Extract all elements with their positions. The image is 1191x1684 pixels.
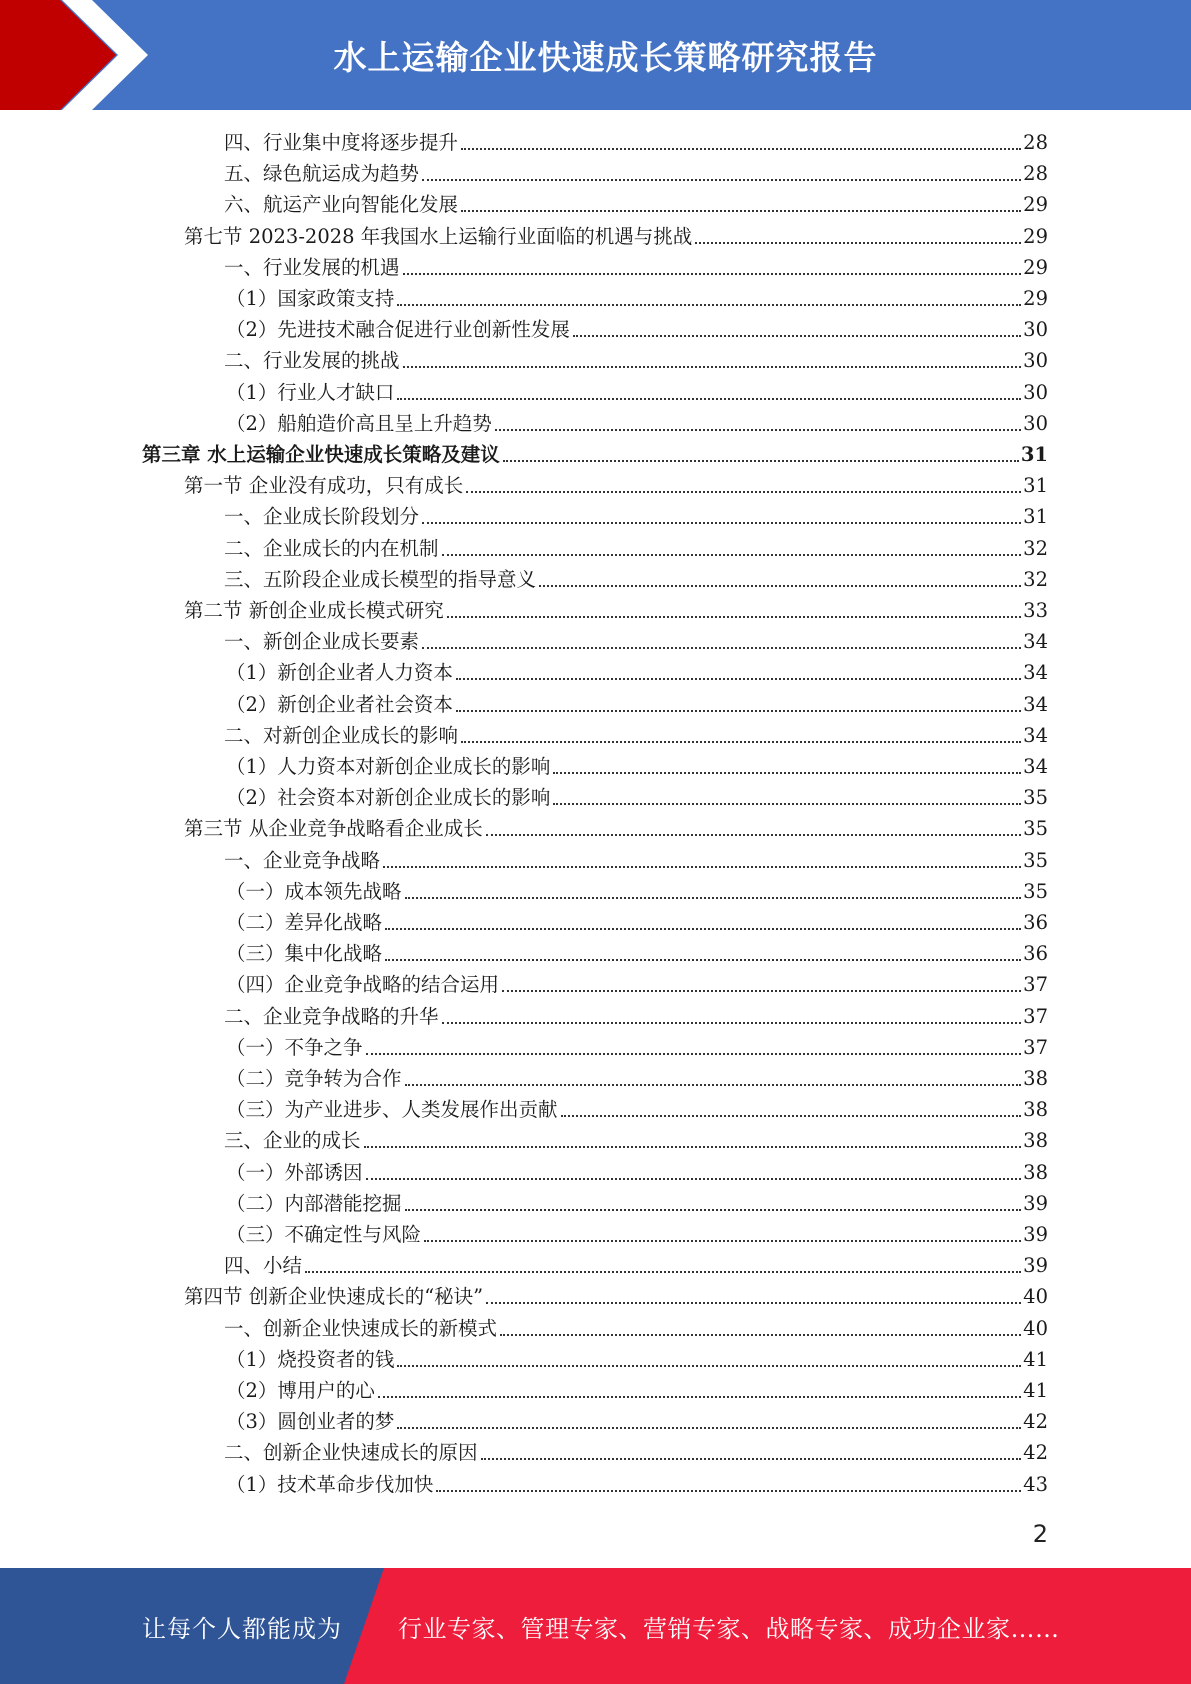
footer-slogan-left: 让每个人都能成为: [142, 1614, 342, 1643]
toc-dot-leader: [366, 1053, 1022, 1055]
toc-section-entry[interactable]: [184, 1281, 1048, 1312]
toc-subsection-entry[interactable]: [226, 1032, 1048, 1063]
toc-entry-title: 一、企业成长阶段划分: [224, 505, 420, 529]
toc-dot-leader: [539, 585, 1021, 587]
toc-entry-title: （2）博用户的心: [226, 1379, 375, 1402]
toc-dot-leader: [447, 616, 1021, 618]
toc-subsection-entry[interactable]: [224, 1313, 1048, 1344]
toc-subsection-entry[interactable]: [224, 252, 1048, 283]
toc-page-number: 31: [1023, 505, 1048, 529]
toc-page-number: 39: [1023, 1191, 1048, 1215]
toc-dot-leader: [405, 1084, 1022, 1086]
toc-page-number: 35: [1023, 786, 1048, 810]
toc-dot-leader: [500, 1334, 1021, 1336]
toc-page-number: 28: [1023, 131, 1048, 154]
toc-section-entry[interactable]: [184, 813, 1048, 844]
toc-dot-leader: [424, 1240, 1021, 1242]
toc-dot-leader: [378, 1396, 1021, 1398]
toc-dot-leader: [364, 1146, 1022, 1148]
toc-dot-leader: [456, 710, 1021, 712]
toc-subsection-entry[interactable]: [224, 1125, 1048, 1156]
toc-subsection-entry[interactable]: [226, 689, 1048, 720]
toc-subsection-entry[interactable]: [224, 720, 1048, 751]
toc-dot-leader: [385, 928, 1021, 930]
toc-page-number: 38: [1023, 1067, 1048, 1090]
toc-subsection-entry[interactable]: [226, 377, 1048, 408]
toc-entry-title: 三、五阶段企业成长模型的指导意义: [224, 567, 537, 591]
toc-page-number: 34: [1023, 755, 1048, 778]
toc-dot-leader: [422, 179, 1021, 181]
toc-entry-title: （三）为产业进步、人类发展作出贡献: [226, 1098, 558, 1122]
toc-dot-leader: [461, 741, 1021, 743]
toc-dot-leader: [456, 678, 1021, 680]
toc-page-number: 39: [1023, 1223, 1048, 1246]
toc-entry-title: （2）先进技术融合促进行业创新性发展: [226, 318, 570, 342]
toc-page-number: 29: [1023, 224, 1048, 248]
toc-page-number: 43: [1023, 1472, 1048, 1496]
toc-subsection-entry[interactable]: [226, 1375, 1048, 1406]
toc-page-number: 37: [1023, 1004, 1048, 1028]
toc-entry-title: 二、行业发展的挑战: [224, 349, 400, 373]
toc-entry-title: （1）国家政策支持: [226, 287, 395, 310]
toc-subsection-entry[interactable]: [226, 876, 1048, 907]
toc-entry-title: （一）不争之争: [226, 1035, 363, 1059]
toc-page-number: 38: [1023, 1098, 1048, 1122]
toc-dot-leader: [397, 1365, 1021, 1367]
report-title: 水上运输企业快速成长策略研究报告: [333, 37, 878, 77]
toc-page-number: 36: [1023, 911, 1048, 934]
toc-subsection-entry[interactable]: [226, 1063, 1048, 1094]
toc-dot-leader: [466, 491, 1021, 493]
toc-page-number: 34: [1023, 661, 1048, 685]
toc-subsection-entry[interactable]: [224, 158, 1048, 189]
toc-entry-title: （3）圆创业者的梦: [226, 1410, 395, 1434]
toc-dot-leader: [461, 210, 1021, 212]
toc-dot-leader: [481, 1458, 1022, 1460]
toc-entry-title: （1）新创企业者人力资本: [226, 661, 453, 685]
toc-page-number: 38: [1023, 1129, 1048, 1153]
toc-entry-title: 二、创新企业快速成长的原因: [224, 1441, 478, 1465]
toc-dot-leader: [397, 398, 1021, 400]
toc-dot-leader: [436, 1490, 1021, 1492]
toc-subsection-entry[interactable]: [226, 938, 1048, 969]
toc-page-number: 30: [1023, 349, 1048, 373]
toc-entry-title: （2）新创企业者社会资本: [226, 692, 453, 716]
toc-page-number: 40: [1023, 1285, 1048, 1309]
toc-subsection-entry[interactable]: [226, 1469, 1048, 1500]
toc-entry-title: 四、小结: [224, 1254, 303, 1278]
toc-dot-leader: [385, 959, 1021, 961]
toc-subsection-entry[interactable]: [224, 1250, 1048, 1281]
toc-dot-leader: [553, 803, 1021, 805]
toc-dot-leader: [397, 304, 1021, 306]
toc-dot-leader: [403, 273, 1022, 275]
toc-entry-title: 第二节 新创企业成长模式研究: [184, 599, 444, 622]
toc-subsection-entry[interactable]: [226, 1094, 1048, 1125]
toc-subsection-entry[interactable]: [226, 283, 1048, 314]
toc-entry-title: （一）成本领先战略: [226, 879, 402, 903]
toc-entry-title: 第一节 企业没有成功，只有成长: [184, 474, 464, 498]
toc-page-number: 32: [1023, 536, 1048, 560]
toc-dot-leader: [573, 335, 1021, 337]
toc-page-number: 41: [1023, 1347, 1048, 1371]
toc-page-number: 30: [1023, 411, 1048, 435]
toc-dot-leader: [486, 834, 1021, 836]
toc-page-number: 35: [1023, 879, 1048, 903]
toc-entry-title: 五、绿色航运成为趋势: [224, 162, 420, 186]
toc-subsection-entry[interactable]: [226, 1219, 1048, 1250]
toc-dot-leader: [553, 772, 1021, 774]
toc-page-number: 31: [1020, 443, 1048, 466]
toc-page-number: 36: [1023, 942, 1048, 966]
toc-dot-leader: [461, 148, 1021, 150]
toc-entry-title: （二）差异化战略: [226, 911, 383, 934]
toc-page-number: 34: [1023, 723, 1048, 747]
toc-page-number: 35: [1023, 817, 1048, 841]
toc-entry-title: 第三章 水上运输企业快速成长策略及建议: [142, 443, 500, 466]
toc-entry-title: （2）社会资本对新创企业成长的影响: [226, 786, 551, 810]
toc-subsection-entry[interactable]: [224, 345, 1048, 376]
toc-entry-title: （1）技术革命步伐加快: [226, 1472, 434, 1496]
toc-entry-title: 三、企业的成长: [224, 1129, 361, 1153]
toc-page-number: 42: [1023, 1441, 1048, 1465]
toc-dot-leader: [422, 647, 1021, 649]
toc-page-number: 42: [1023, 1410, 1048, 1434]
toc-entry-title: （1）人力资本对新创企业成长的影响: [226, 755, 551, 778]
toc-subsection-entry[interactable]: [226, 1157, 1048, 1188]
toc-subsection-entry[interactable]: [226, 1406, 1048, 1437]
page-number: 2: [1032, 1520, 1048, 1548]
toc-dot-leader: [397, 1427, 1021, 1429]
toc-dot-leader: [502, 990, 1021, 992]
toc-dot-leader: [442, 554, 1022, 556]
toc-subsection-entry[interactable]: [224, 845, 1048, 876]
toc-entry-title: 第三节 从企业竞争战略看企业成长: [184, 817, 483, 841]
toc-page-number: 38: [1023, 1160, 1048, 1184]
report-footer: [0, 1568, 1191, 1684]
toc-subsection-entry[interactable]: [226, 314, 1048, 345]
toc-page-number: 29: [1023, 287, 1048, 310]
toc-subsection-entry[interactable]: [226, 751, 1048, 782]
toc-page-number: 37: [1023, 973, 1048, 997]
toc-subsection-entry[interactable]: [226, 408, 1048, 439]
toc-entry-title: 一、新创企业成长要素: [224, 630, 420, 654]
toc-entry-title: （1）行业人才缺口: [226, 380, 395, 404]
toc-dot-leader: [695, 242, 1021, 244]
toc-subsection-entry[interactable]: [226, 782, 1048, 813]
toc-entry-title: （一）外部诱因: [226, 1160, 363, 1184]
toc-page-number: 31: [1023, 474, 1048, 498]
toc-subsection-entry[interactable]: [224, 533, 1048, 564]
toc-section-entry[interactable]: [184, 595, 1048, 626]
toc-page-number: 33: [1023, 599, 1048, 622]
toc-entry-title: 第七节 2023-2028 年我国水上运输行业面临的机遇与挑战: [184, 224, 693, 248]
toc-subsection-entry[interactable]: [224, 1001, 1048, 1032]
toc-dot-leader: [422, 522, 1021, 524]
toc-subsection-entry[interactable]: [226, 1188, 1048, 1219]
toc-section-entry[interactable]: [184, 470, 1048, 501]
toc-page-number: 28: [1023, 162, 1048, 186]
toc-dot-leader: [561, 1115, 1022, 1117]
toc-subsection-entry[interactable]: [226, 1344, 1048, 1375]
toc-page-number: 35: [1023, 848, 1048, 872]
toc-entry-title: 二、对新创企业成长的影响: [224, 723, 459, 747]
toc-entry-title: （二）内部潜能挖掘: [226, 1191, 402, 1215]
toc-subsection-entry[interactable]: [224, 1437, 1048, 1468]
toc-chapter-entry[interactable]: [142, 439, 1048, 470]
toc-entry-title: 一、企业竞争战略: [224, 848, 381, 872]
toc-entry-title: （1）烧投资者的钱: [226, 1347, 395, 1371]
toc-entry-title: 六、航运产业向智能化发展: [224, 193, 459, 217]
toc-entry-title: 四、行业集中度将逐步提升: [224, 131, 459, 154]
toc-dot-leader: [503, 460, 1019, 462]
toc-subsection-entry[interactable]: [224, 127, 1048, 158]
toc-page-number: 40: [1023, 1316, 1048, 1340]
toc-entry-title: 一、创新企业快速成长的新模式: [224, 1316, 498, 1340]
toc-dot-leader: [486, 1302, 1021, 1304]
toc-entry-title: 二、企业成长的内在机制: [224, 536, 439, 560]
toc-entry-title: 第四节 创新企业快速成长的“秘诀”: [184, 1285, 484, 1309]
toc-dot-leader: [405, 1209, 1022, 1211]
toc-page-number: 30: [1023, 380, 1048, 404]
toc-entry-title: （2）船舶造价高且呈上升趋势: [226, 411, 492, 435]
toc-dot-leader: [403, 366, 1022, 368]
toc-subsection-entry[interactable]: [224, 626, 1048, 657]
toc-entry-title: （三）集中化战略: [226, 942, 383, 966]
toc-entry-title: （三）不确定性与风险: [226, 1223, 422, 1246]
toc-section-entry[interactable]: [184, 221, 1048, 252]
report-header: [0, 0, 1191, 110]
toc-dot-leader: [366, 1178, 1022, 1180]
toc-entry-title: 二、企业竞争战略的升华: [224, 1004, 439, 1028]
toc-page-number: 29: [1023, 193, 1048, 217]
toc-entry-title: （四）企业竞争战略的结合运用: [226, 973, 500, 997]
toc-dot-leader: [405, 897, 1022, 899]
toc-page-number: 32: [1023, 567, 1048, 591]
toc-dot-leader: [495, 429, 1021, 431]
toc-subsection-entry[interactable]: [224, 189, 1048, 220]
toc-page-number: 34: [1023, 630, 1048, 654]
toc-page-number: 41: [1023, 1379, 1048, 1402]
toc-entry-title: （二）竞争转为合作: [226, 1067, 402, 1090]
toc-page-number: 30: [1023, 318, 1048, 342]
toc-page-number: 39: [1023, 1254, 1048, 1278]
toc-subsection-entry[interactable]: [224, 501, 1048, 532]
toc-dot-leader: [442, 1022, 1022, 1024]
toc-dot-leader: [383, 866, 1021, 868]
toc-subsection-entry[interactable]: [226, 969, 1048, 1000]
toc-page-number: 34: [1023, 692, 1048, 716]
toc-entry-title: 一、行业发展的机遇: [224, 255, 400, 279]
toc-page-number: 29: [1023, 255, 1048, 279]
footer-slogan-right: 行业专家、管理专家、营销专家、战略专家、成功企业家……: [398, 1614, 1060, 1643]
toc-page-number: 37: [1023, 1035, 1048, 1059]
toc-subsection-entry[interactable]: [226, 657, 1048, 688]
toc-subsection-entry[interactable]: [226, 907, 1048, 938]
toc-dot-leader: [305, 1271, 1021, 1273]
toc-subsection-entry[interactable]: [224, 564, 1048, 595]
